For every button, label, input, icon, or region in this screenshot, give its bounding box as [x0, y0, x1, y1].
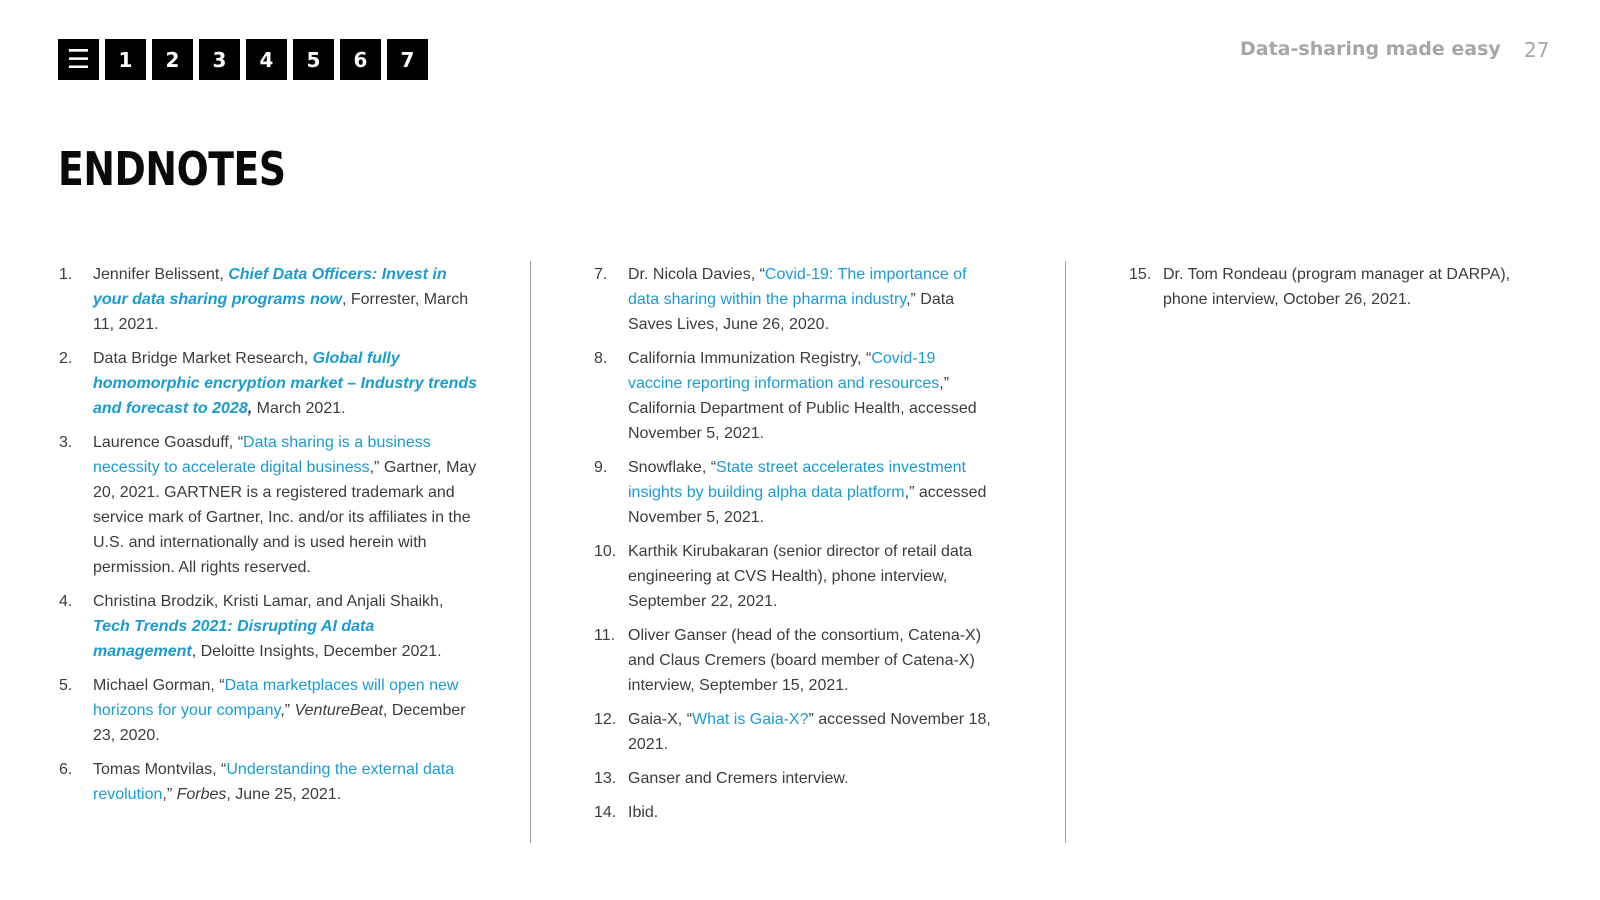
endnote-number: 9. [594, 459, 608, 476]
endnote-number: 14. [594, 804, 617, 821]
endnote-publication: Forbes [176, 786, 227, 803]
endnote-separator: ,” [162, 786, 177, 803]
endnote-3 [59, 430, 479, 580]
endnote-number: 10. [594, 543, 617, 560]
endnote-number: 2. [59, 350, 73, 367]
page-3-button[interactable]: 3 [199, 39, 240, 80]
document-title: Data-sharing made easy [1240, 38, 1501, 60]
endnote-link[interactable]: Tech Trends 2021: Disrupting AI data management [93, 618, 375, 660]
endnote-text: Dr. Tom Rondeau (program manager at DARPA), phone interview, October 26, 2021. [1163, 266, 1511, 308]
endnote-separator: ,” [280, 702, 295, 719]
endnote-author: Snowflake, “ [628, 459, 717, 476]
endnote-number: 7. [594, 266, 608, 283]
endnote-link[interactable]: What is Gaia-X? [692, 711, 809, 728]
page-2-button[interactable]: 2 [152, 39, 193, 80]
endnote-link[interactable]: Chief Data Officers: Invest in your data sharing programs now [93, 266, 447, 308]
endnote-number: 15. [1129, 266, 1152, 283]
endnote-2 [59, 346, 479, 421]
endnote-text: Ibid. [628, 804, 659, 821]
endnote-7 [594, 262, 994, 337]
page-1-button[interactable]: 1 [105, 39, 146, 80]
endnote-5 [59, 673, 479, 748]
endnote-9 [594, 455, 994, 530]
endnote-author: Michael Gorman, “ [93, 677, 225, 694]
page-6-button[interactable]: 6 [340, 39, 381, 80]
endnote-link[interactable]: Covid-19 vaccine reporting information and resources [628, 350, 940, 392]
endnote-source: ” accessed November 18, 2021. [628, 711, 991, 753]
endnote-number: 8. [594, 350, 608, 367]
page-7-button[interactable]: 7 [387, 39, 428, 80]
endnote-number: 4. [59, 593, 73, 610]
page-5-button[interactable]: 5 [293, 39, 334, 80]
endnote-link[interactable]: Understanding the external data revolution [93, 761, 455, 803]
endnote-12 [594, 707, 994, 757]
endnote-author: California Immunization Registry, “ [628, 350, 872, 367]
endnote-link[interactable]: Data sharing is a business necessity to accelerate digital business [93, 434, 431, 476]
endnotes-column-2 [594, 262, 994, 834]
endnotes-column-1 [59, 262, 479, 816]
endnote-author: Data Bridge Market Research, [93, 350, 313, 367]
endnote-10 [594, 539, 994, 614]
endnote-15 [1129, 262, 1529, 312]
endnote-source: ,” accessed November 5, 2021. [628, 484, 987, 526]
endnote-author: Dr. Nicola Davies, “ [628, 266, 765, 283]
endnote-14 [594, 800, 994, 825]
endnote-number: 11. [594, 627, 616, 644]
endnote-number: 12. [594, 711, 617, 728]
endnote-number: 13. [594, 770, 617, 787]
endnote-source: , December 23, 2020. [93, 702, 466, 744]
endnote-number: 5. [59, 677, 73, 694]
column-divider [1065, 261, 1066, 843]
endnote-author: Christina Brodzik, Kristi Lamar, and Anjali Shaikh, [93, 593, 444, 610]
endnote-text: Ganser and Cremers interview. [628, 770, 849, 787]
endnote-source: , June 25, 2021. [226, 786, 342, 803]
endnote-author: Jennifer Belissent, [93, 266, 229, 283]
page-nav [58, 39, 428, 80]
page-heading: ENDNOTES [58, 142, 286, 196]
endnote-8 [594, 346, 994, 446]
endnote-13 [594, 766, 994, 791]
endnote-number: 3. [59, 434, 73, 451]
column-divider [530, 261, 531, 843]
endnote-source: ,” California Department of Public Health, accessed November 5, 2021. [628, 375, 977, 442]
endnote-11 [594, 623, 994, 698]
endnote-source: ,” Gartner, May 20, 2021. GARTNER is a registered trademark and service mark of Gartner, Inc. and/or its affiliates in the U.S. and internationally and is used herein with permission. All rights reserved. [93, 459, 477, 576]
endnote-link[interactable]: Data marketplaces will open new horizons for your company [93, 677, 459, 719]
endnote-1 [59, 262, 479, 337]
endnote-link[interactable]: State street accelerates investment insights by building alpha data platform [628, 459, 966, 501]
endnote-link[interactable]: Covid-19: The importance of data sharing within the pharma industry [628, 266, 967, 308]
endnote-publication: VentureBeat [294, 702, 383, 719]
endnote-comma: , [247, 400, 253, 417]
endnote-text: Oliver Ganser (head of the consortium, Catena-X) and Claus Cremers (board member of Catena-X) interview, September 15, 2021. [628, 627, 982, 694]
endnote-author: Gaia-X, “ [628, 711, 693, 728]
endnote-source: , Forrester, March 11, 2021. [93, 291, 469, 333]
endnote-link[interactable]: Global fully homomorphic encryption market – Industry trends and forecast to 2028 [93, 350, 478, 417]
endnote-4 [59, 589, 479, 664]
page-4-button[interactable]: 4 [246, 39, 287, 80]
endnote-6 [59, 757, 479, 807]
endnote-author: Laurence Goasduff, “ [93, 434, 244, 451]
endnote-source: , Deloitte Insights, December 2021. [191, 643, 442, 660]
endnotes-column-3 [1129, 262, 1529, 321]
page-number: 27 [1524, 38, 1550, 62]
endnote-number: 1. [59, 266, 73, 283]
endnote-source: March 2021. [252, 400, 346, 417]
endnote-author: Tomas Montvilas, “ [93, 761, 227, 778]
endnote-source: ,” Data Saves Lives, June 26, 2020. [628, 291, 955, 333]
endnote-text: Karthik Kirubakaran (senior director of retail data engineering at CVS Health), phone interview, September 22, 2021. [628, 543, 973, 610]
endnote-number: 6. [59, 761, 73, 778]
menu-button[interactable]: ☰ [58, 39, 99, 80]
